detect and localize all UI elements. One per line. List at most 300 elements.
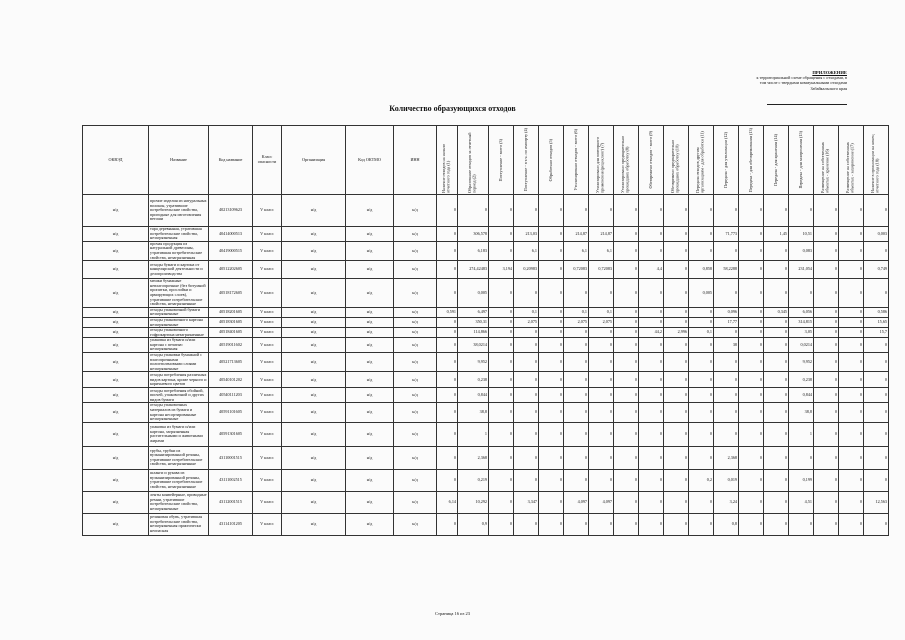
cell-value: 3,347	[514, 491, 539, 513]
cell-value: 0	[437, 372, 458, 388]
cell-value: 0,1	[514, 307, 539, 317]
cell-name: отходы упаковочной бумаги незагрязненные	[149, 307, 209, 317]
cell-cls: V класс	[253, 307, 282, 317]
column-header	[764, 126, 789, 195]
cell-org: н/д	[282, 388, 346, 403]
cell-value: 0	[489, 338, 514, 353]
cell-value: 0	[564, 338, 589, 353]
cell-oktmo: н/д	[346, 422, 394, 446]
cell-value: 0	[864, 241, 889, 260]
cell-value: 1	[458, 422, 489, 446]
cell-value: 0	[839, 307, 864, 317]
cell-value: 6,497	[458, 307, 489, 317]
cell-value: 0,8	[714, 513, 739, 535]
cell-inn: н/д	[394, 317, 437, 327]
cell-value: 0	[639, 491, 664, 513]
column-header	[589, 126, 614, 195]
column-header	[789, 126, 814, 195]
cell-value: 0	[714, 241, 739, 260]
cell-value: 0	[489, 403, 514, 422]
cell-value: 0	[589, 422, 614, 446]
cell-cls: V класс	[253, 261, 282, 279]
cell-value: 0	[814, 195, 839, 227]
cell-value: 0	[764, 241, 789, 260]
cell-value: 0	[437, 241, 458, 260]
cell-value: 0	[437, 388, 458, 403]
table-row	[83, 403, 889, 422]
cell-value: 58,2288	[714, 261, 739, 279]
cell-org: н/д	[282, 372, 346, 388]
cell-value: 0	[437, 328, 458, 338]
cell-value: 0	[739, 241, 764, 260]
cell-value: 0	[864, 279, 889, 308]
cell-value: 0	[714, 328, 739, 338]
cell-value: 0	[864, 422, 889, 446]
cell-value: 0	[539, 469, 564, 491]
cell-value: 0	[814, 491, 839, 513]
column-header	[639, 126, 664, 195]
cell-name: шланги и рукава из вулканизированной резины, утратившие потребительские свойства, незагрязненные	[149, 469, 209, 491]
cell-value: 0	[839, 195, 864, 227]
cell-inn: н/д	[394, 241, 437, 260]
cell-value: 1	[789, 422, 814, 446]
cell-name: отходы упаковочного гофрокартона незагрязненные	[149, 328, 209, 338]
cell-value: 0	[764, 279, 789, 308]
cell-value: 0,20983	[514, 261, 539, 279]
cell-value: 0	[789, 513, 814, 535]
cell-value: 0	[839, 388, 864, 403]
cell-value: 0	[564, 403, 589, 422]
cell-value: 0	[664, 353, 689, 372]
cell-oktmo: н/д	[346, 353, 394, 372]
cell-name: резиновая обувь, утратившая потребительские свойства, незагрязненная практически неопасная	[149, 513, 209, 535]
cell-value: 0	[764, 513, 789, 535]
cell-oktmo: н/д	[346, 388, 394, 403]
cell-value: 0	[789, 279, 814, 308]
cell-value: 0	[839, 403, 864, 422]
cell-value: 0	[589, 469, 614, 491]
cell-value: 0	[437, 422, 458, 446]
cell-value: 0,844	[458, 388, 489, 403]
column-header-label: Передача - для обезвреживания (13)	[747, 127, 753, 193]
column-header: Организация	[282, 126, 346, 195]
cell-org: н/д	[282, 338, 346, 353]
cell-value: 0	[614, 227, 639, 242]
cell-okved: н/д	[83, 372, 149, 388]
cell-value: 0	[739, 328, 764, 338]
cell-code: 43112001515	[209, 491, 253, 513]
cell-value: 0	[814, 261, 839, 279]
table-row	[83, 227, 889, 242]
cell-value: 0	[539, 372, 564, 388]
column-header-label: Передача - для хранения (14)	[772, 134, 778, 186]
cell-code: 40519011602	[209, 338, 253, 353]
cell-value: 0	[764, 317, 789, 327]
cell-value: 0	[864, 469, 889, 491]
cell-value: 0,2	[689, 469, 714, 491]
cell-value: 0	[539, 317, 564, 327]
cell-okved: н/д	[83, 513, 149, 535]
cell-name: упаковка из бумаги и/или картона, загрязненная растительными и животными жирами	[149, 422, 209, 446]
cell-value: 0	[864, 403, 889, 422]
column-header-label: Поступление - всего (3)	[497, 138, 503, 182]
column-header	[814, 126, 839, 195]
cell-value: 0	[639, 279, 664, 308]
cell-value: 10,51	[789, 227, 814, 242]
cell-value: 0	[864, 353, 889, 372]
cell-value: 0	[814, 353, 839, 372]
cell-value: 6,056	[789, 307, 814, 317]
cell-value: 0	[489, 422, 514, 446]
cell-okved: н/д	[83, 469, 149, 491]
cell-cls: V класс	[253, 195, 282, 227]
table-row	[83, 328, 889, 338]
cell-value: 0	[614, 469, 639, 491]
cell-value: 0	[514, 513, 539, 535]
cell-value: 6,14	[437, 491, 458, 513]
cell-value: 0	[839, 317, 864, 327]
cell-value: 0	[764, 469, 789, 491]
cell-value: 0	[739, 279, 764, 308]
cell-okved: н/д	[83, 279, 149, 308]
column-header-label: Наличие отходов на начало отчетного года (1)	[441, 144, 451, 193]
cell-value: 0	[839, 261, 864, 279]
cell-value: 0	[589, 446, 614, 469]
cell-value: 0	[539, 353, 564, 372]
cell-value: 0,238	[458, 372, 489, 388]
cell-value: 0	[514, 469, 539, 491]
cell-code: 40591301605	[209, 422, 253, 446]
column-header-label: Размещение на собственных объектах - захоронение (17)	[845, 142, 855, 193]
cell-oktmo: н/д	[346, 469, 394, 491]
cell-okved: н/д	[83, 403, 149, 422]
cell-value: 0	[639, 338, 664, 353]
cell-code: 43111002515	[209, 469, 253, 491]
cell-value: 4,4	[639, 261, 664, 279]
cell-value: 0	[564, 279, 589, 308]
table-row	[83, 422, 889, 446]
cell-value: 0	[564, 328, 589, 338]
cell-name: мешки бумажные невлагопрочные (без битумной пропитки, прослойки и армирующих слоев), утратившие потребительские свойства, незагрязненные	[149, 279, 209, 308]
cell-cls: V класс	[253, 227, 282, 242]
cell-org: н/д	[282, 279, 346, 308]
cell-value: 0	[489, 491, 514, 513]
cell-value: 0	[839, 338, 864, 353]
cell-value: 2,075	[589, 317, 614, 327]
cell-oktmo: н/д	[346, 403, 394, 422]
cell-org: н/д	[282, 446, 346, 469]
cell-oktmo: н/д	[346, 446, 394, 469]
column-header	[839, 126, 864, 195]
cell-value: 0	[489, 317, 514, 327]
cell-value: 0,1	[564, 307, 589, 317]
cell-value: 0	[689, 422, 714, 446]
cell-value: 0	[437, 261, 458, 279]
cell-value: 0	[514, 279, 539, 308]
page-title: Количество образующихся отходов	[389, 104, 516, 113]
cell-value: 38,8	[458, 403, 489, 422]
cell-code: 43114101205	[209, 513, 253, 535]
cell-value: 0	[814, 388, 839, 403]
cell-value: 0	[564, 469, 589, 491]
appendix-line: к территориальной схеме обращения с отходами, в	[756, 75, 847, 81]
cell-name: отходы бумаги и картона от канцелярской деятельности и делопроизводства	[149, 261, 209, 279]
cell-cls: V класс	[253, 513, 282, 535]
cell-value: 0	[639, 446, 664, 469]
appendix-label: ПРИЛОЖЕНИЕ	[812, 70, 847, 75]
cell-value: 0	[764, 195, 789, 227]
cell-okved: н/д	[83, 446, 149, 469]
column-header: Код название	[209, 126, 253, 195]
cell-inn: н/д	[394, 338, 437, 353]
cell-value: 0	[814, 241, 839, 260]
cell-value: 0	[614, 338, 639, 353]
cell-value: 0	[714, 279, 739, 308]
cell-value: 0	[714, 353, 739, 372]
cell-value: 0	[614, 328, 639, 338]
cell-value: 0	[539, 227, 564, 242]
cell-value: 0	[639, 227, 664, 242]
cell-value: 0	[764, 491, 789, 513]
cell-org: н/д	[282, 328, 346, 338]
cell-inn: н/д	[394, 227, 437, 242]
cell-name: упаковка из бумаги и/или картона с печатью незагрязненная	[149, 338, 209, 353]
cell-value: 0	[839, 422, 864, 446]
cell-value: 0	[437, 317, 458, 327]
cell-value: 0	[437, 446, 458, 469]
table-row	[83, 446, 889, 469]
column-header-label: Утилизировано отходов - всего (6)	[572, 129, 578, 191]
cell-name: отходы упаковки бумажной с влагопрочными полиэтиленовыми слоями незагрязненные	[149, 353, 209, 372]
cell-value: 0,096	[714, 307, 739, 317]
cell-value: 0	[614, 403, 639, 422]
cell-value: 0	[514, 372, 539, 388]
appendix-line: том числе с твердыми коммунальными отходами	[759, 80, 847, 86]
cell-value: 0	[589, 279, 614, 308]
cell-value: 0	[739, 372, 764, 388]
cell-value: 0	[539, 328, 564, 338]
cell-value: 0	[514, 328, 539, 338]
cell-inn: н/д	[394, 403, 437, 422]
cell-code: 40540101202	[209, 372, 253, 388]
cell-value: 0	[539, 241, 564, 260]
cell-value: 0	[639, 241, 664, 260]
cell-value: 0	[814, 422, 839, 446]
table-row	[83, 279, 889, 308]
cell-value: 0	[714, 372, 739, 388]
cell-value: 0,586	[864, 307, 889, 317]
cell-value: 38,8	[789, 403, 814, 422]
cell-value: 0	[514, 403, 539, 422]
cell-value: 0	[614, 353, 639, 372]
cell-value: 0,019	[714, 469, 739, 491]
cell-value: 0	[614, 261, 639, 279]
cell-value: 0	[437, 403, 458, 422]
column-header: Название	[149, 126, 209, 195]
cell-value: 0	[458, 195, 489, 227]
cell-value: 0	[589, 388, 614, 403]
cell-oktmo: н/д	[346, 279, 394, 308]
cell-value: 0	[814, 307, 839, 317]
cell-value: 0	[664, 372, 689, 388]
cell-value: 0	[639, 388, 664, 403]
cell-okved: н/д	[83, 317, 149, 327]
cell-inn: н/д	[394, 446, 437, 469]
cell-cls: V класс	[253, 491, 282, 513]
column-header	[564, 126, 589, 195]
cell-value: 0	[814, 317, 839, 327]
table-row	[83, 491, 889, 513]
table-row	[83, 469, 889, 491]
cell-value: 0,005	[689, 279, 714, 308]
cell-value: 0	[739, 388, 764, 403]
column-header-label: Утилизировано предварительно прошедших обработку (8)	[620, 135, 630, 193]
cell-value: 0	[664, 307, 689, 317]
cell-cls: V класс	[253, 403, 282, 422]
column-header-label: Обезврежено отходов - всего (9)	[647, 131, 653, 189]
cell-value: 0	[714, 403, 739, 422]
cell-value: 0	[489, 372, 514, 388]
cell-value: 0	[489, 388, 514, 403]
cell-value: 0	[764, 372, 789, 388]
cell-value: 0	[539, 446, 564, 469]
cell-value: 0	[689, 388, 714, 403]
cell-value: 0	[739, 469, 764, 491]
cell-cls: V класс	[253, 353, 282, 372]
cell-cls: V класс	[253, 422, 282, 446]
cell-value: 0	[764, 422, 789, 446]
cell-value: 0,005	[458, 279, 489, 308]
cell-value: 0	[789, 446, 814, 469]
cell-value: 0,72083	[564, 261, 589, 279]
cell-value: 0	[489, 227, 514, 242]
column-header-label: Поступление - в т.ч. по импорту (4)	[522, 128, 528, 192]
cell-inn: н/д	[394, 422, 437, 446]
cell-code: 40518172605	[209, 279, 253, 308]
cell-value: 9,952	[458, 353, 489, 372]
cell-value: 0	[714, 195, 739, 227]
column-header	[739, 126, 764, 195]
cell-value: 0	[564, 353, 589, 372]
cell-value: 0,844	[789, 388, 814, 403]
cell-code: 40521713605	[209, 353, 253, 372]
cell-value: 0	[839, 491, 864, 513]
cell-cls: V класс	[253, 338, 282, 353]
cell-value: 0	[664, 422, 689, 446]
cell-value: 0	[614, 279, 639, 308]
cell-okved: н/д	[83, 388, 149, 403]
cell-value: 0	[489, 241, 514, 260]
cell-value: 0	[689, 227, 714, 242]
cell-value: 0	[739, 227, 764, 242]
cell-value: 0	[639, 372, 664, 388]
waste-table	[82, 125, 889, 536]
cell-code: 40419000515	[209, 241, 253, 260]
column-header: Код ОКТМО	[346, 126, 394, 195]
column-header-label: Размещение на собственных объектах - хранение (16)	[820, 142, 830, 193]
cell-value: 0	[614, 422, 639, 446]
cell-name: тара деревянная, утратившая потребительские свойства, незагрязненная	[149, 227, 209, 242]
cell-value: 0	[539, 403, 564, 422]
table-row	[83, 261, 889, 279]
cell-value: 0	[539, 338, 564, 353]
cell-value: 0	[589, 372, 614, 388]
cell-okved: н/д	[83, 227, 149, 242]
cell-value: 0,591	[437, 307, 458, 317]
cell-value: 0,199	[789, 469, 814, 491]
cell-oktmo: н/д	[346, 491, 394, 513]
cell-value: 0	[814, 372, 839, 388]
cell-value: 0	[814, 446, 839, 469]
cell-org: н/д	[282, 513, 346, 535]
cell-cls: V класс	[253, 372, 282, 388]
cell-cls: V класс	[253, 446, 282, 469]
cell-org: н/д	[282, 317, 346, 327]
cell-value: 0	[489, 353, 514, 372]
cell-value: 0	[437, 227, 458, 242]
cell-value: 0	[564, 422, 589, 446]
cell-value: 0	[664, 195, 689, 227]
cell-value: 38,0214	[458, 338, 489, 353]
cell-value: 0	[489, 195, 514, 227]
cell-value: 0	[689, 372, 714, 388]
column-header: ОКВЭД	[83, 126, 149, 195]
cell-value: 0	[437, 469, 458, 491]
cell-value: 214,87	[589, 227, 614, 242]
cell-value: 0,72083	[589, 261, 614, 279]
cell-value: 0	[814, 469, 839, 491]
cell-code: 40518201605	[209, 307, 253, 317]
cell-okved: н/д	[83, 422, 149, 446]
cell-value: 1,45	[764, 227, 789, 242]
column-header-label: Утилизировано для повторного применения (рециклинг) (7)	[595, 136, 605, 193]
cell-value: 4,51	[789, 491, 814, 513]
cell-oktmo: н/д	[346, 227, 394, 242]
cell-value: 0	[689, 353, 714, 372]
cell-value: 0	[539, 422, 564, 446]
cell-name: отходы потребления различных видов картона, кроме черного и коричневого цветов	[150, 372, 207, 387]
cell-oktmo: н/д	[346, 195, 394, 227]
column-header-label: Образование отходов за отчетный период (2)	[467, 132, 477, 193]
cell-cls: V класс	[253, 279, 282, 308]
cell-value: 0	[739, 403, 764, 422]
cell-value: 6,1	[514, 241, 539, 260]
cell-value: 15,65	[864, 317, 889, 327]
table-row	[83, 338, 889, 353]
cell-value: 0	[664, 227, 689, 242]
cell-name: трубы, трубки из вулканизированной резины, утратившие потребительские свойства, незагрязненные	[149, 446, 209, 469]
cell-value: 0	[539, 388, 564, 403]
cell-value: 0	[739, 513, 764, 535]
cell-value: 0	[664, 241, 689, 260]
table-row	[83, 195, 889, 227]
cell-value: 0	[614, 241, 639, 260]
cell-value: 0	[664, 469, 689, 491]
cell-inn: н/д	[394, 328, 437, 338]
cell-org: н/д	[282, 353, 346, 372]
cell-value: 0	[664, 491, 689, 513]
cell-value: 0,345	[764, 307, 789, 317]
cell-value: 0	[614, 372, 639, 388]
cell-value: 314,815	[789, 317, 814, 327]
column-header	[864, 126, 889, 195]
cell-code: 40414000513	[209, 227, 253, 242]
cell-value: 0	[839, 328, 864, 338]
cell-value: 0	[539, 195, 564, 227]
column-header	[489, 126, 514, 195]
cell-value: 0	[739, 353, 764, 372]
cell-value: 4,097	[564, 491, 589, 513]
